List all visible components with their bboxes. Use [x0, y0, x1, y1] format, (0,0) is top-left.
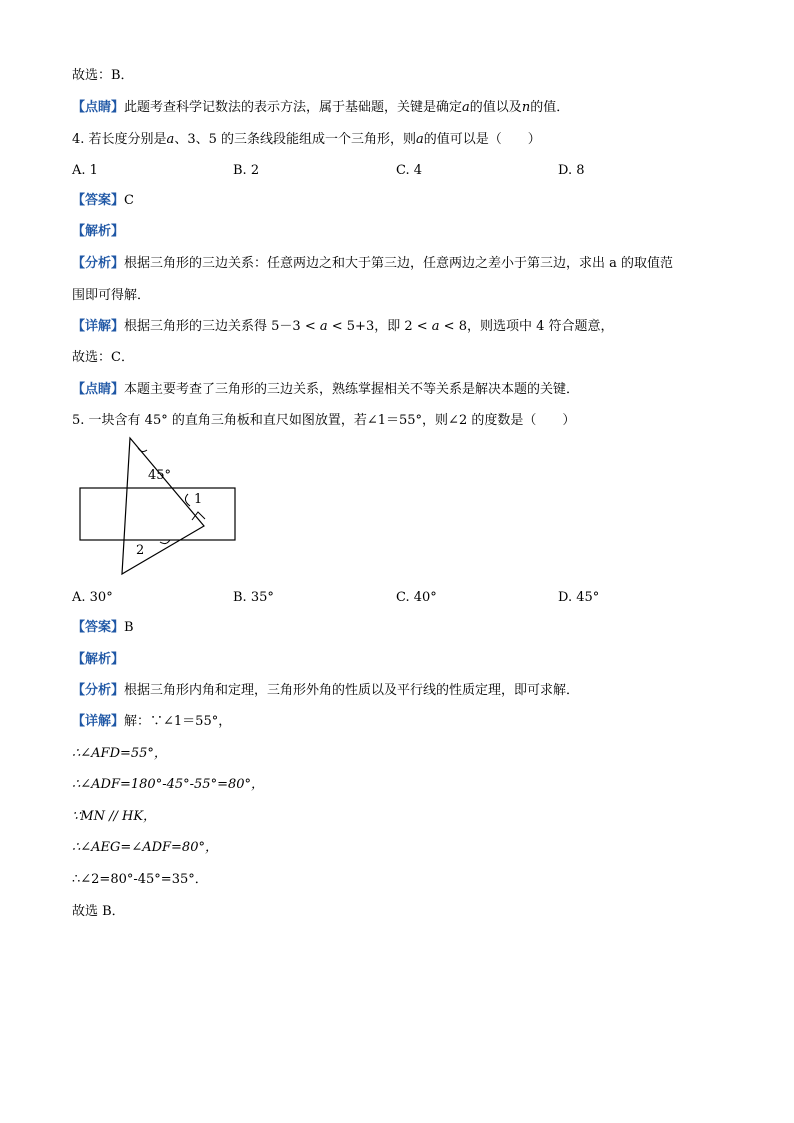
- q5-option-d: D. 45°: [558, 590, 600, 605]
- q4-option-b: B. 2: [233, 163, 260, 178]
- q5-step-4: ∴∠AEG=∠ADF=80°，: [72, 840, 218, 855]
- q5-xiangjie-line: 【详解】解：∵∠1＝55°，: [72, 714, 232, 729]
- q4-guxuan-line: 故选：C．: [72, 350, 134, 365]
- q5-fenxi-line: 【分析】根据三角形内角和定理，三角形外角的性质以及平行线的性质定理，即可求解．: [72, 683, 580, 698]
- q4-fenxi-line-2: 围即可得解．: [72, 288, 151, 303]
- label-angle-2: 2: [136, 543, 145, 558]
- prev-answer-line: 故选：B．: [72, 68, 134, 83]
- q4-option-c: C. 4: [396, 163, 423, 178]
- q4-xiangjie-line: 【详解】根据三角形的三边关系得 5－3 < a < 5+3，即 2 < a < 8，则选项中 4 符合题意，: [72, 319, 614, 334]
- dianjing-tag: 【点睛】: [72, 100, 125, 115]
- prev-dianjing-line: 【点睛】此题考查科学记数法的表示方法，属于基础题，关键是确定a的值以及n的值．: [72, 100, 570, 115]
- q5-option-a: A. 30°: [72, 590, 113, 605]
- label-angle-1: 1: [194, 492, 203, 507]
- question-5-stem: 5. 一块含有 45° 的直角三角板和直尺如图放置，若∠1＝55°，则∠2 的度数是（ ）: [72, 413, 576, 428]
- q5-answer-line: 【答案】B: [72, 620, 134, 635]
- q5-step-2: ∴∠ADF=180°-45°-55°=80°，: [72, 777, 265, 792]
- q5-jiexi-line: 【解析】: [72, 652, 125, 667]
- q4-dianjing-line: 【点睛】本题主要考查了三角形的三边关系，熟练掌握相关不等关系是解决本题的关键．: [72, 382, 580, 397]
- q4-fenxi-line-1: 【分析】根据三角形的三边关系：任意两边之和大于第三边，任意两边之差小于第三边，求出 a 的取值范: [72, 256, 674, 271]
- question-4-stem: 4. 若长度分别是a、3、5 的三条线段能组成一个三角形，则a的值可以是（ ）: [72, 132, 541, 147]
- q5-option-b: B. 35°: [233, 590, 274, 605]
- q4-answer-line: 【答案】C: [72, 193, 134, 208]
- ruler-rectangle: [80, 488, 235, 540]
- q4-jiexi-line: 【解析】: [72, 224, 125, 239]
- label-45: 45°: [148, 468, 172, 483]
- q5-option-c: C. 40°: [396, 590, 437, 605]
- q5-guxuan-line: 故选 B．: [72, 904, 125, 919]
- set-square-triangle: [122, 438, 204, 574]
- triangle-ruler-figure: [72, 436, 242, 581]
- q5-step-1: ∴∠AFD=55°，: [72, 746, 167, 761]
- q5-step-3: ∵MN // HK，: [72, 809, 157, 824]
- q5-step-5: ∴∠2=80°-45°=35°．: [72, 872, 208, 887]
- q4-option-a: A. 1: [72, 163, 98, 178]
- q4-option-d: D. 8: [558, 163, 585, 178]
